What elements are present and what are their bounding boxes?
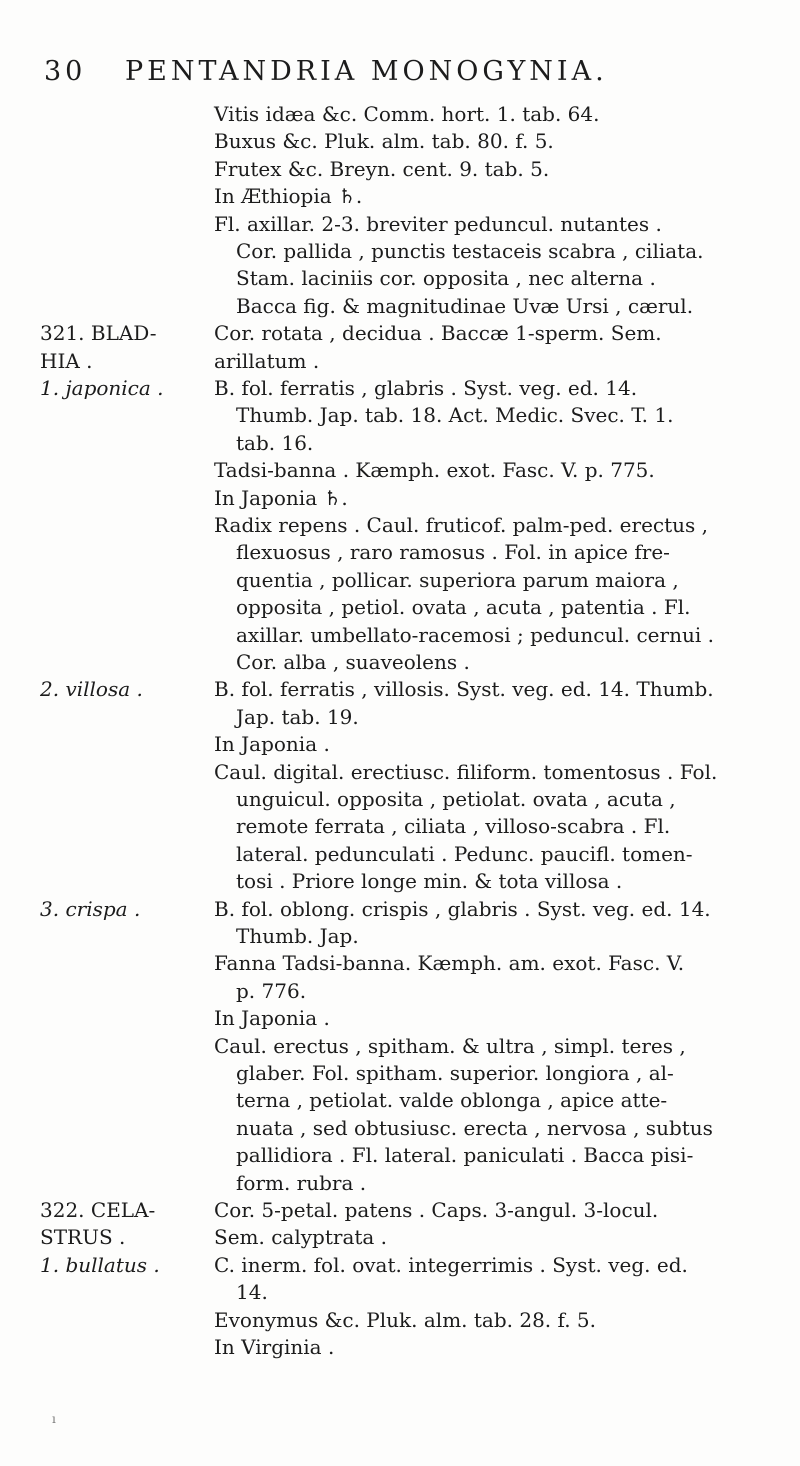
line-text: In Æthiopia ♄.: [214, 184, 363, 209]
text-line: [0, 484, 800, 512]
text-line: [0, 319, 800, 347]
text-line: [0, 1141, 800, 1169]
text-line: [0, 1059, 800, 1087]
line-text: Buxus &c. Pluk. alm. tab. 80. f. 5.: [214, 129, 554, 154]
text-line: [0, 1278, 800, 1306]
line-text: In Japonia ♄.: [214, 485, 348, 510]
line-text: Thumb. Jap.: [236, 924, 359, 948]
line-text: Stam. laciniis cor. opposita , nec alterna .: [236, 266, 656, 291]
text-line: [0, 237, 800, 265]
text-line: [0, 1251, 800, 1279]
text-line: [0, 127, 800, 155]
line-text: pallidiora . Fl. lateral. paniculati . Bacca pisi-: [236, 1143, 694, 1168]
text-line: [0, 703, 800, 731]
line-text: glaber. Fol. spitham. superior. longiora , al-: [236, 1061, 674, 1085]
text-line: [0, 1196, 800, 1224]
footer-mark: ı: [52, 1412, 56, 1426]
text-line: [0, 730, 800, 758]
line-text: axillar. umbellato-racemosi ; peduncul. cernui .: [236, 622, 714, 647]
text-line: [0, 292, 800, 320]
text-line: [0, 511, 800, 539]
text-line: [0, 593, 800, 621]
text-line: [0, 675, 800, 703]
text-line: [0, 785, 800, 813]
running-header: [44, 56, 764, 87]
margin-label: HIA .: [40, 348, 93, 373]
line-text: 14.: [236, 1280, 268, 1305]
margin-label: 2. villosa .: [40, 677, 143, 702]
line-text: quentia , pollicar. superiora parum maiora ,: [236, 567, 679, 592]
text-line: [0, 100, 800, 128]
text-line: [0, 812, 800, 840]
text-line: [0, 621, 800, 649]
line-text: Jap. tab. 19.: [236, 704, 359, 729]
text-line: [0, 1086, 800, 1114]
line-text: Radix repens . Caul. fruticof. palm-ped. erectus ,: [214, 513, 709, 537]
line-text: Sem. calyptrata .: [214, 1225, 388, 1250]
line-text: In Japonia .: [214, 1006, 330, 1031]
text-line: [0, 1306, 800, 1334]
text-line: [0, 347, 800, 375]
margin-label: 322. CELA-: [40, 1198, 156, 1222]
text-line: [0, 429, 800, 457]
text-line: [0, 1169, 800, 1197]
text-line: [0, 895, 800, 923]
line-text: Fanna Tadsi-banna. Kæmph. am. exot. Fasc. V.: [214, 951, 685, 976]
line-text: tab. 16.: [236, 430, 314, 455]
line-text: opposita , petiol. ovata , acuta , patentia . Fl.: [236, 595, 691, 620]
line-text: Bacca fig. & magnitudinae Uvæ Ursi , cærul.: [236, 293, 694, 318]
text-line: [0, 867, 800, 895]
text-line: [0, 977, 800, 1005]
margin-label: STRUS .: [40, 1225, 126, 1250]
line-text: Caul. erectus , spitham. & ultra , simpl. teres ,: [214, 1033, 686, 1058]
line-text: Cor. pallida , punctis testaceis scabra , ciliata.: [236, 239, 704, 263]
text-line: [0, 264, 800, 292]
line-text: remote ferrata , ciliata , villoso-scabra . Fl.: [236, 814, 671, 839]
text-line: [0, 1333, 800, 1361]
text-line: [0, 401, 800, 429]
line-text: terna , petiolat. valde oblonga , apice atte-: [236, 1088, 668, 1113]
line-text: In Virginia .: [214, 1335, 335, 1359]
page-title: PENTANDRIA MONOGYNIA.: [124, 56, 608, 87]
line-text: unguicul. opposita , petiolat. ovata , acuta ,: [236, 787, 676, 811]
line-text: Caul. digital. erectiusc. filiform. tomentosus . Fol.: [214, 759, 718, 784]
line-text: form. rubra .: [236, 1170, 367, 1195]
line-text: flexuosus , raro ramosus . Fol. in apice fre-: [236, 540, 670, 565]
text-line: [0, 566, 800, 594]
line-text: tosi . Priore longe min. & tota villosa .: [236, 869, 623, 894]
text-line: [0, 949, 800, 977]
line-text: B. fol. ferratis , villosis. Syst. veg. ed. 14. Thumb.: [214, 677, 714, 702]
text-line: [0, 210, 800, 238]
line-text: In Japonia .: [214, 732, 330, 757]
line-text: Tadsi-banna . Kæmph. exot. Fasc. V. p. 775.: [214, 458, 655, 483]
text-line: [0, 1114, 800, 1142]
line-text: Evonymus &c. Pluk. alm. tab. 28. f. 5.: [214, 1307, 597, 1332]
line-text: Frutex &c. Breyn. cent. 9. tab. 5.: [214, 156, 550, 181]
line-text: B. fol. ferratis , glabris . Syst. veg. ed. 14.: [214, 376, 638, 400]
text-line: [0, 1223, 800, 1251]
line-text: lateral. pedunculati . Pedunc. paucifl. tomen-: [236, 841, 693, 866]
line-text: arillatum .: [214, 348, 320, 373]
text-line: [0, 922, 800, 950]
text-line: [0, 374, 800, 402]
text-line: [0, 155, 800, 183]
margin-label: 321. BLAD-: [40, 321, 157, 346]
line-text: p. 776.: [236, 978, 307, 1003]
margin-label: 1. bullatus .: [40, 1252, 160, 1277]
text-line: [0, 840, 800, 868]
text-line: [0, 456, 800, 484]
line-text: Fl. axillar. 2-3. breviter peduncul. nutantes .: [214, 211, 662, 236]
text-line: [0, 648, 800, 676]
line-text: Cor. alba , suaveolens .: [236, 650, 470, 674]
line-text: C. inerm. fol. ovat. integerrimis . Syst. veg. ed.: [214, 1252, 688, 1277]
line-text: nuata , sed obtusiusc. erecta , nervosa , subtus: [236, 1115, 713, 1140]
line-text: Thumb. Jap. tab. 18. Act. Medic. Svec. T. 1.: [236, 403, 674, 428]
text-line: [0, 758, 800, 786]
line-text: Vitis idæa &c. Comm. hort. 1. tab. 64.: [214, 102, 600, 126]
page-number: 30: [44, 56, 87, 87]
line-text: Cor. 5-petal. patens . Caps. 3-angul. 3-locul.: [214, 1198, 659, 1222]
text-line: [0, 1004, 800, 1032]
line-text: Cor. rotata , decidua . Baccæ 1-sperm. Sem.: [214, 321, 662, 346]
line-text: B. fol. oblong. crispis , glabris . Syst. veg. ed. 14.: [214, 896, 711, 921]
text-line: [0, 1032, 800, 1060]
text-line: [0, 538, 800, 566]
margin-label: 1. japonica .: [40, 376, 164, 400]
text-line: [0, 182, 800, 210]
margin-label: 3. crispa .: [40, 896, 141, 921]
